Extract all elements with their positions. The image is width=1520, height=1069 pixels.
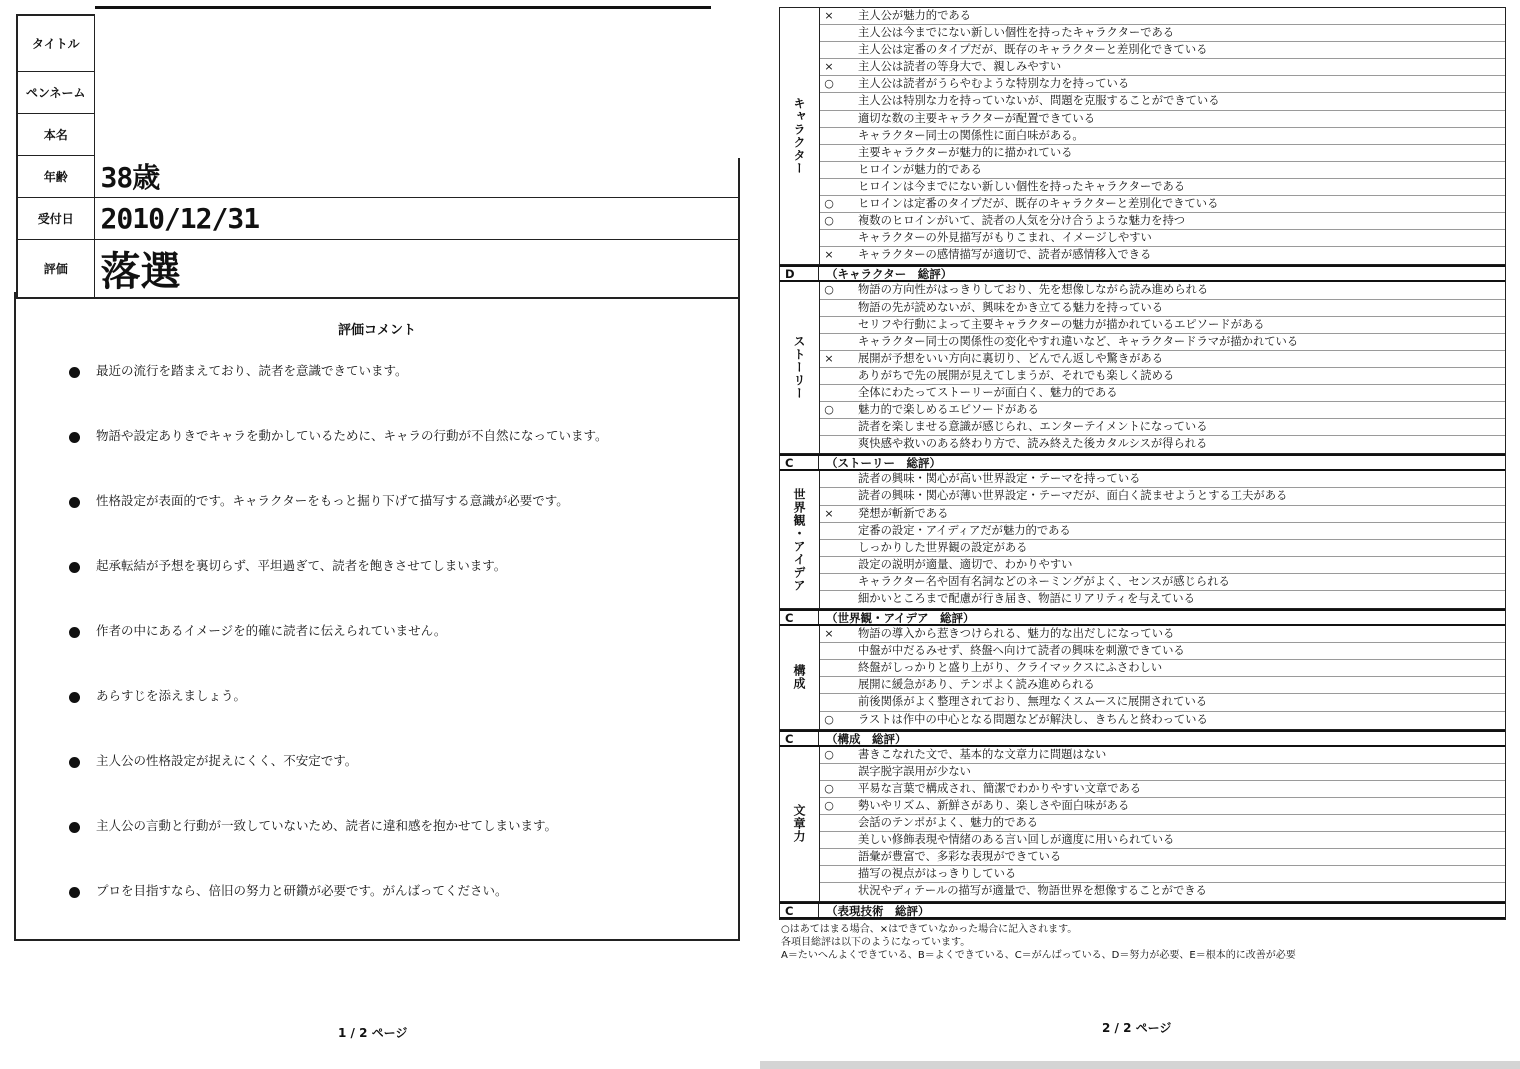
criteria-text: 状況やディテールの描写が適量で、物語世界を想像することができる bbox=[858, 884, 1207, 898]
criteria-text: 読者を楽しませる意識が感じられ、エンターテイメントになっている bbox=[858, 420, 1208, 434]
criteria-row bbox=[820, 230, 1505, 247]
criteria-text: キャラクターの外見描写がもりこまれ、イメージしやすい bbox=[858, 231, 1152, 245]
summary-row bbox=[780, 609, 1505, 626]
criteria-text: 勢いやリズム、新鮮さがあり、楽しさや面白味がある bbox=[858, 798, 1130, 812]
legend-note-line: A＝たいへんよくできている、B＝よくできている、C＝がんばっている、D＝努力が必要、E＝根本的に改善が必要 bbox=[781, 950, 1296, 961]
summary-label: （キャラクター 総評） bbox=[826, 267, 953, 282]
criteria-row bbox=[820, 196, 1505, 213]
comment-list bbox=[66, 364, 626, 949]
page-number: 1 / 2 ページ bbox=[338, 1026, 408, 1040]
criteria-row bbox=[820, 334, 1505, 351]
comment-text: 作者の中にあるイメージを的確に読者に伝えられていません。 bbox=[96, 623, 447, 638]
criteria-row bbox=[820, 883, 1505, 900]
criteria-row bbox=[820, 798, 1505, 815]
evaluation-label: 評価 bbox=[17, 239, 94, 298]
age-value: 38歳 bbox=[94, 155, 739, 197]
evaluation-checklist bbox=[779, 7, 1506, 920]
check-mark: × bbox=[824, 627, 834, 641]
criteria-row bbox=[820, 677, 1505, 694]
criteria-text: 物語の導入から惹きつけられる、魅力的な出だしになっている bbox=[858, 627, 1175, 641]
criteria-row bbox=[820, 179, 1505, 196]
section-label-text: 構成 bbox=[792, 664, 806, 691]
criteria-row bbox=[820, 25, 1505, 42]
section-label bbox=[780, 747, 820, 901]
summary-label: （表現技術 総評） bbox=[826, 903, 930, 918]
section-label-text: 世界観・アイデア bbox=[792, 487, 806, 592]
pen-name-label: ペンネーム bbox=[17, 71, 94, 113]
section-label bbox=[780, 8, 820, 264]
criteria-section bbox=[780, 8, 1505, 265]
summary-label: （世界観・アイデア 総評） bbox=[826, 611, 975, 626]
criteria-row bbox=[820, 712, 1505, 729]
criteria-text: 展開が予想をいい方向に裏切り、どんでん返しや驚きがある bbox=[858, 351, 1164, 365]
section-label-text: 文章力 bbox=[792, 804, 806, 844]
bullet-icon bbox=[69, 692, 80, 703]
criteria-row bbox=[820, 643, 1505, 660]
comment-text: 主人公の性格設定が捉えにくく、不安定です。 bbox=[96, 753, 358, 768]
section-label bbox=[780, 471, 820, 608]
criteria-text: 会話のテンポがよく、魅力的である bbox=[858, 816, 1038, 830]
received-row bbox=[17, 197, 739, 239]
criteria-text: 終盤がしっかりと盛り上がり、クライマックスにふさわしい bbox=[858, 661, 1163, 675]
criteria-row bbox=[820, 42, 1505, 59]
criteria-row bbox=[820, 247, 1505, 264]
criteria-text: 適切な数の主要キャラクターが配置できている bbox=[858, 111, 1096, 125]
criteria-row bbox=[820, 128, 1505, 145]
criteria-text: ラストは作中の中心となる問題などが解決し、きちんと終わっている bbox=[858, 712, 1208, 726]
criteria-text: 前後関係がよく整理されており、無理なくスムースに展開されている bbox=[858, 695, 1208, 709]
age-label: 年齢 bbox=[17, 155, 94, 197]
summary-row bbox=[780, 454, 1505, 471]
comment-item bbox=[66, 754, 626, 819]
criteria-row bbox=[820, 59, 1505, 76]
summary-label: （構成 総評） bbox=[826, 731, 907, 746]
received-label: 受付日 bbox=[17, 197, 94, 239]
criteria-row bbox=[820, 162, 1505, 179]
grade-letter: C bbox=[783, 904, 819, 917]
section-label bbox=[780, 626, 820, 729]
criteria-row bbox=[820, 626, 1505, 643]
criteria-text: キャラクター名や固有名詞などのネーミングがよく、センスが感じられる bbox=[858, 574, 1230, 588]
criteria-row bbox=[820, 815, 1505, 832]
bullet-icon bbox=[69, 497, 80, 508]
comment-item bbox=[66, 494, 626, 559]
section-label-text: ストーリー bbox=[792, 335, 806, 401]
criteria-row bbox=[820, 557, 1505, 574]
check-mark: ○ bbox=[824, 283, 834, 297]
summary-row bbox=[780, 902, 1505, 919]
criteria-section bbox=[780, 471, 1505, 609]
comment-box bbox=[14, 292, 740, 941]
criteria-row bbox=[820, 282, 1505, 299]
criteria-section bbox=[780, 747, 1505, 902]
bullet-icon bbox=[69, 627, 80, 638]
criteria-text: 展開に緩急があり、テンポよく読み進められる bbox=[858, 678, 1095, 692]
summary-row bbox=[780, 730, 1505, 747]
criteria-row bbox=[820, 145, 1505, 162]
evaluation-result-value: 落選 bbox=[94, 239, 739, 298]
check-mark: × bbox=[824, 248, 834, 262]
criteria-text: ありがちで先の展開が見えてしまうが、それでも楽しく読める bbox=[858, 368, 1175, 382]
criteria-text: 読者の興味・関心が高い世界設定・テーマを持っている bbox=[858, 472, 1141, 486]
criteria-row bbox=[820, 317, 1505, 334]
criteria-row bbox=[820, 351, 1505, 368]
criteria-text: 物語の先が読めないが、興味をかき立てる魅力を持っている bbox=[858, 300, 1164, 314]
check-mark: ○ bbox=[824, 712, 834, 726]
criteria-text: 主人公は読者がうらやむような特別な力を持っている bbox=[858, 77, 1130, 91]
criteria-row bbox=[820, 471, 1505, 488]
criteria-row bbox=[820, 213, 1505, 230]
check-mark: × bbox=[824, 506, 834, 520]
evaluation-page-2 bbox=[760, 0, 1520, 1069]
comment-text: 起承転結が予想を裏切らず、平坦過ぎて、読者を飽きさせてしまいます。 bbox=[96, 558, 507, 573]
criteria-row bbox=[820, 300, 1505, 317]
legend-note-line: ○はあてはまる場合、×はできていなかった場合に記入されます。 bbox=[781, 924, 1078, 935]
criteria-text: 書きこなれた文で、基本的な文章力に問題はない bbox=[858, 747, 1107, 761]
criteria-text: 主人公が魅力的である bbox=[858, 9, 971, 22]
check-mark: ○ bbox=[824, 798, 834, 812]
criteria-text: 主人公は特別な力を持っていないが、問題を克服することができている bbox=[858, 94, 1220, 108]
check-mark: ○ bbox=[824, 197, 834, 211]
comment-text: 物語や設定ありきでキャラを動かしているために、キャラの行動が不自然になっています。 bbox=[96, 428, 608, 443]
age-row bbox=[17, 155, 739, 197]
comment-text: 性格設定が表面的です。キャラクターをもっと掘り下げて描写する意識が必要です。 bbox=[96, 493, 569, 508]
criteria-row bbox=[820, 540, 1505, 557]
criteria-row bbox=[820, 419, 1505, 436]
criteria-text: 設定の説明が適量、適切で、わかりやすい bbox=[858, 557, 1073, 571]
criteria-section bbox=[780, 626, 1505, 730]
criteria-text: 細かいところまで配慮が行き届き、物語にリアリティを与えている bbox=[858, 592, 1195, 605]
criteria-row bbox=[820, 8, 1505, 25]
check-mark: ○ bbox=[824, 747, 834, 761]
criteria-text: 誤字脱字誤用が少ない bbox=[858, 764, 971, 778]
criteria-text: 美しい修飾表現や情緒のある言い回しが適度に用いられている bbox=[858, 833, 1175, 847]
criteria-text: ヒロインは今までにない新しい個性を持ったキャラクターである bbox=[858, 179, 1186, 193]
grade-letter: C bbox=[783, 732, 819, 745]
bullet-icon bbox=[69, 367, 80, 378]
criteria-text: 爽快感や救いのある終わり方で、読み終えた後カタルシスが得られる bbox=[858, 437, 1208, 451]
scan-shadow bbox=[760, 1061, 1520, 1069]
comment-item bbox=[66, 819, 626, 884]
comment-item bbox=[66, 559, 626, 624]
criteria-row bbox=[820, 832, 1505, 849]
criteria-row bbox=[820, 368, 1505, 385]
criteria-text: 物語の方向性がはっきりしており、先を想像しながら読み進められる bbox=[858, 283, 1209, 297]
criteria-text: 全体にわたってストーリーが面白く、魅力的である bbox=[858, 385, 1118, 399]
evaluation-row bbox=[17, 239, 739, 298]
comment-item bbox=[66, 884, 626, 949]
criteria-row bbox=[820, 694, 1505, 711]
criteria-text: 定番の設定・アイディアだが魅力的である bbox=[858, 523, 1071, 537]
comment-heading: 評価コメント bbox=[337, 323, 416, 338]
criteria-row bbox=[820, 111, 1505, 128]
comment-item bbox=[66, 364, 626, 429]
summary-row bbox=[780, 265, 1505, 282]
criteria-row bbox=[820, 506, 1505, 523]
bullet-icon bbox=[69, 822, 80, 833]
check-mark: ○ bbox=[824, 781, 834, 795]
criteria-text: ヒロインは定番のタイプだが、既存のキャラクターと差別化できている bbox=[858, 197, 1219, 211]
criteria-text: しっかりした世界観の設定がある bbox=[858, 540, 1028, 554]
criteria-text: キャラクター同士の関係性の変化やすれ違いなど、キャラクタードラマが描かれている bbox=[858, 334, 1299, 348]
criteria-text: ヒロインが魅力的である bbox=[858, 162, 982, 176]
comment-text: 主人公の言動と行動が一致していないため、読者に違和感を抱かせてしまいます。 bbox=[96, 818, 558, 833]
legend-note-line: 各項目総評は以下のようになっています。 bbox=[781, 937, 971, 948]
criteria-row bbox=[820, 574, 1505, 591]
comment-text: あらすじを添えましょう。 bbox=[96, 688, 247, 703]
check-mark: ○ bbox=[824, 77, 834, 91]
real-name-label: 本名 bbox=[17, 113, 94, 155]
criteria-text: 魅力的で楽しめるエピソードがある bbox=[858, 403, 1039, 417]
criteria-row bbox=[820, 385, 1505, 402]
criteria-text: セリフや行動によって主要キャラクターの魅力が描かれているエピソードがある bbox=[858, 317, 1265, 331]
criteria-row bbox=[820, 591, 1505, 608]
criteria-text: 中盤が中だるみせず、終盤へ向けて読者の興味を刺激できている bbox=[858, 644, 1185, 658]
criteria-text: 主要キャラクターが魅力的に描かれている bbox=[858, 145, 1073, 159]
criteria-row bbox=[820, 402, 1505, 419]
criteria-row bbox=[820, 866, 1505, 883]
comment-item bbox=[66, 689, 626, 754]
criteria-row bbox=[820, 76, 1505, 93]
criteria-text: 描写の視点がはっきりしている bbox=[858, 867, 1017, 881]
criteria-text: 複数のヒロインがいて、読者の人気を分け合うような魅力を持つ bbox=[858, 214, 1186, 228]
received-date-value: 2010/12/31 bbox=[94, 197, 739, 239]
check-mark: ○ bbox=[824, 403, 834, 417]
criteria-row bbox=[820, 849, 1505, 866]
grade-letter: C bbox=[783, 456, 819, 469]
section-label-text: キャラクター bbox=[792, 97, 806, 176]
criteria-text: 主人公は今までにない新しい個性を持ったキャラクターである bbox=[858, 26, 1175, 40]
legend-notes bbox=[781, 923, 1296, 962]
criteria-text: 主人公は定番のタイプだが、既存のキャラクターと差別化できている bbox=[858, 43, 1208, 57]
criteria-row bbox=[820, 488, 1505, 505]
bullet-icon bbox=[69, 887, 80, 898]
criteria-row bbox=[820, 747, 1505, 764]
criteria-row bbox=[820, 660, 1505, 677]
bullet-icon bbox=[69, 757, 80, 768]
criteria-row bbox=[820, 93, 1505, 110]
criteria-text: 語彙が豊富で、多彩な表現ができている bbox=[858, 850, 1062, 864]
summary-label: （ストーリー 総評） bbox=[826, 456, 941, 471]
check-mark: × bbox=[824, 9, 834, 22]
criteria-text: 発想が斬新である bbox=[858, 506, 949, 520]
criteria-text: キャラクターの感情描写が適切で、読者が感情移入できる bbox=[858, 248, 1152, 262]
comment-text: プロを目指すなら、倍旧の努力と研鑽が必要です。がんばってください。 bbox=[96, 883, 508, 898]
section-label bbox=[780, 282, 820, 453]
title-label: タイトル bbox=[17, 15, 94, 71]
check-mark: × bbox=[824, 351, 834, 365]
grade-letter: C bbox=[783, 611, 819, 624]
criteria-text: 主人公は読者の等身大で、親しみやすい bbox=[858, 60, 1062, 74]
criteria-text: 読者の興味・関心が薄い世界設定・テーマだが、面白く読ませようとする工夫がある bbox=[858, 489, 1288, 503]
redaction-overlay bbox=[95, 6, 711, 158]
page-number: 2 / 2 ページ bbox=[1102, 1021, 1172, 1035]
criteria-text: 平易な言葉で構成され、簡潔でわかりやすい文章である bbox=[858, 781, 1142, 795]
comment-item bbox=[66, 624, 626, 689]
bullet-icon bbox=[69, 562, 80, 573]
criteria-row bbox=[820, 523, 1505, 540]
criteria-row bbox=[820, 764, 1505, 781]
check-mark: ○ bbox=[824, 214, 834, 228]
criteria-row bbox=[820, 436, 1505, 453]
criteria-row bbox=[820, 781, 1505, 798]
comment-item bbox=[66, 429, 626, 494]
comment-text: 最近の流行を踏まえており、読者を意識できています。 bbox=[96, 363, 408, 378]
grade-letter: D bbox=[783, 267, 819, 280]
check-mark: × bbox=[824, 60, 834, 74]
redaction-edge bbox=[708, 14, 740, 158]
criteria-section bbox=[780, 282, 1505, 454]
criteria-text: キャラクター同士の関係性に面白味がある。 bbox=[858, 128, 1084, 142]
bullet-icon bbox=[69, 432, 80, 443]
